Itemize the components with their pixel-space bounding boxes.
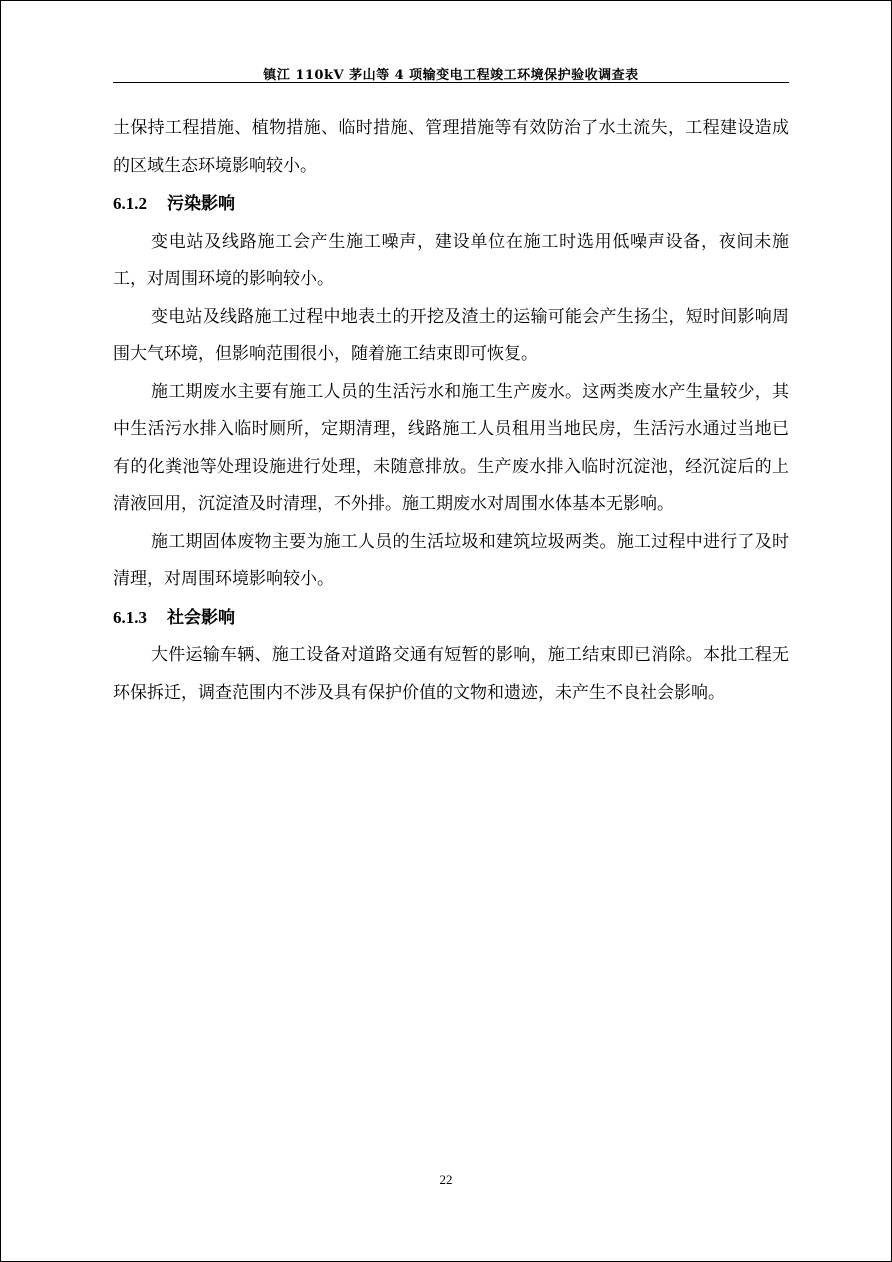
section-number: 6.1.2: [113, 194, 147, 213]
intro-paragraph: 土保持工程措施、植物措施、临时措施、管理措施等有效防治了水土流失，工程建设造成的区域生态环境影响较小。: [113, 118, 789, 176]
paragraph-wastewater: 施工期废水主要有施工人员的生活污水和施工生产废水。这两类废水产生量较少，其中生活污水排入临时厕所，定期清理，线路施工人员租用当地民房，生活污水通过当地已有的化粪池等处理设施进行处理，未随意排放。生产废水排入临时沉淀池，经沉淀后的上清液回用，沉淀渣及时清理，不外排。施工期废水对周围水体基本无影响。: [113, 381, 789, 514]
paragraph-solid-waste: 施工期固体废物主要为施工人员的生活垃圾和建筑垃圾两类。施工过程中进行了及时清理，对周围环境影响较小。: [113, 531, 789, 589]
section-number: 6.1.3: [113, 607, 147, 627]
section-title: 污染影响: [167, 194, 235, 214]
section-heading-6-1-2: [113, 185, 789, 224]
section-title: 社会影响: [167, 607, 235, 628]
page-number: 22: [439, 1172, 453, 1187]
paragraph-social-impact: 大件运输车辆、施工设备对道路交通有短暂的影响，施工结束即已消除。本批工程无环保拆迁，调查范围内不涉及具有保护价值的文物和遗迹，未产生不良社会影响。: [113, 645, 789, 703]
header-rule: [113, 82, 789, 83]
document-body: [113, 110, 789, 712]
paragraph-dust: 变电站及线路施工过程中地表土的开挖及渣土的运输可能会产生扬尘，短时间影响周围大气环境，但影响范围很小，随着施工结束即可恢复。: [113, 306, 789, 364]
paragraph-noise: 变电站及线路施工会产生施工噪声，建设单位在施工时选用低噪声设备，夜间未施工，对周围环境的影响较小。: [113, 231, 789, 289]
running-header: 镇江 110kV 茅山等 4 项输变电工程竣工环境保护验收调查表: [263, 68, 639, 83]
section-heading-6-1-3: [113, 599, 789, 638]
